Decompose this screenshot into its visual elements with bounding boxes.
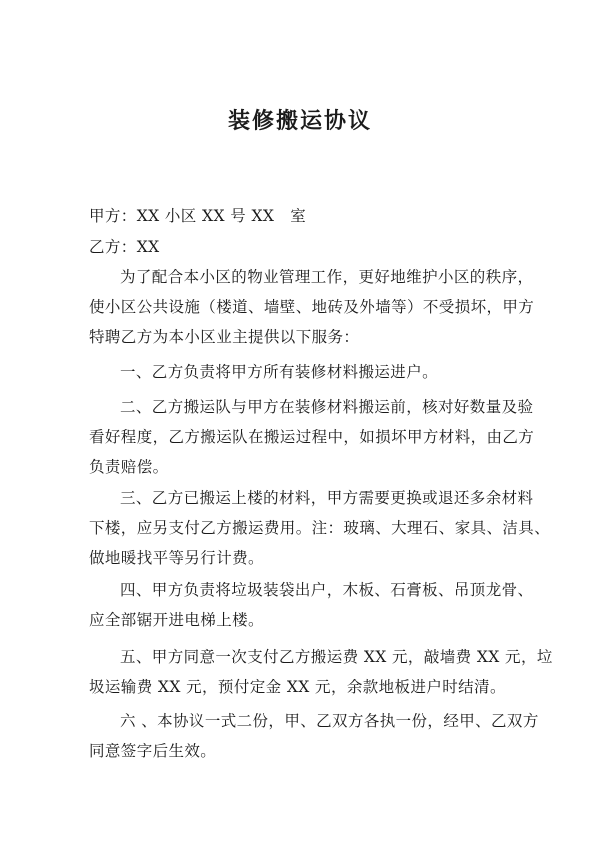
clause-2-line: 看好程度，乙方搬运队在搬运过程中，如损坏甲方材料，由乙方 [89, 428, 535, 446]
clause-3-line: 下楼，应另支付乙方搬运费用。注：玻璃、大理石、家具、洁具、 [89, 519, 551, 537]
clause-2-line: 二、乙方搬运队与甲方在装修材料搬运前，核对好数量及验 [120, 398, 534, 416]
clause-2-line: 负责赔偿。 [89, 458, 169, 476]
document-title: 装修搬运协议 [227, 109, 372, 134]
clause-1-line: 一、乙方负责将甲方所有装修材料搬运进户。 [120, 363, 439, 381]
clause-5-line: 圾运输费 XX 元，预付定金 XX 元，余款地板进户时结清。 [89, 678, 506, 696]
clause-4-line: 应全部锯开进电梯上楼。 [89, 611, 264, 629]
party-a-line: 甲方：XX 小区 XX 号 XX 室 [89, 207, 307, 225]
intro-line: 特聘乙方为本小区业主提供以下服务： [89, 328, 360, 346]
clause-6-line: 六 、本协议一式二份，甲、乙双方各执一份，经甲、乙双方 [120, 712, 539, 730]
clause-3-line: 三、乙方已搬运上楼的材料，甲方需要更换或退还多余材料 [120, 489, 534, 507]
clause-5-line: 五、甲方同意一次支付乙方搬运费 XX 元，敲墙费 XX 元，垃 [120, 648, 553, 666]
intro-line: 使小区公共设施（楼道、墙壁、地砖及外墙等）不受损坏，甲方 [89, 298, 535, 316]
clause-3-line: 做地暖找平等另行计费。 [89, 549, 264, 567]
intro-line: 为了配合本小区的物业管理工作，更好地维护小区的秩序， [120, 268, 534, 286]
party-b-line: 乙方：XX [89, 238, 160, 256]
clause-4-line: 四、甲方负责将垃圾装袋出户，木板、石膏板、吊顶龙骨、 [120, 581, 534, 599]
clause-6-line: 同意签字后生效。 [89, 742, 217, 760]
